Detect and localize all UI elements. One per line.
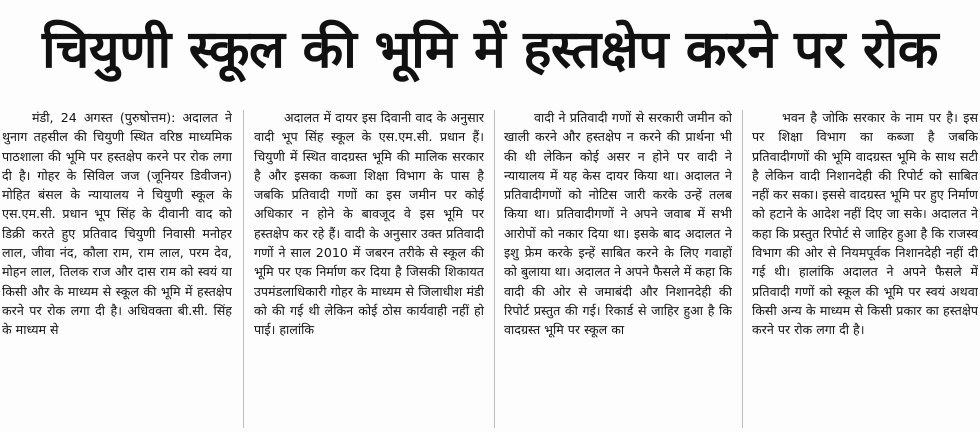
column-divider xyxy=(742,110,743,428)
column-text: मंडी, 24 अगस्त (पुरुषोत्तम): अदालत ने थुनाग तहसील की चियुणी स्थित वरिष्ठ माध्यमिक पाठशाला की भूमि पर हस्तक्षेप करने पर रोक लगा दी है। गोहर के सिविल जज (जूनियर डिवीजन) मोहित बंसल के न्यायालय ने चियुणी स्कूल के एस.एम.सी. प्रधान भूप सिंह के दीवानी वाद को डिक्री करते हुए प्रतिवाद चियुणी निवासी मनोहर लाल, जीवा नंद, कौला राम, राम लाल, परम देव, मोहन लाल, तिलक राज और दास राम को स्वयं या किसी और के माध्यम से स्कूल की भूमि में हस्तक्षेप करने पर रोक लगा दी है। अधिवक्ता बी.सी. सिंह के माध्यम से xyxy=(2,110,232,338)
article-column-4 xyxy=(752,108,978,432)
column-text: वादी ने प्रतिवादी गणों से सरकारी जमीन को खाली करने और हस्तक्षेप न करने की प्रार्थना भी की थी लेकिन कोई असर न होने पर वादी ने न्यायालय में यह केस दायर किया था। अदालत ने प्रतिवादीगणों को नोटिस जारी करके उन्हें तलब किया था। प्रतिवादीगणों ने अपने जवाब में सभी आरोपों को नकार दिया था। इसके बाद अदालत ने इशु फ्रेम करके इन्हें साबित करने के लिए गवाहों को बुलाया था। अदालत ने अपने फैसले में कहा कि वादी की ओर से जमाबंदी और निशानदेही की रिपोर्ट प्रस्तुत की गई। रिकार्ड से जाहिर हुआ है कि वादग्रस्त भूमि पर स्कूल का xyxy=(504,110,732,338)
column-text: अदालत में दायर इस दिवानी वाद के अनुसार वादी भूप सिंह स्कूल के एस.एम.सी. प्रधान हैं। चियुणी में स्थित वादग्रस्त भूमि की मालिक सरकार है और इसका कब्जा शिक्षा विभाग के पास है जबकि प्रतिवादी गणों का इस जमीन पर कोई अधिकार न होने के बावजूद वे इस भूमि पर हस्तक्षेप कर रहे हैं। वादी के अनुसार उक्त प्रतिवादी गणों ने साल 2010 में जबरन तरीके से स्कूल की भूमि पर एक निर्माण कर दिया है जिसकी शिकायत उपमंडलाधिकारी गोहर के माध्यम से जिलाधीश मंडी को की गई थी लेकिन कोई ठोस कार्यवाही नहीं हो पाई। हालांकि xyxy=(254,110,484,338)
column-divider xyxy=(243,110,244,428)
column-divider xyxy=(494,110,495,428)
column-text: भवन है जोकि सरकार के नाम पर है। इस पर शिक्षा विभाग का कब्जा है जबकि प्रतिवादीगणों की भूमि वादग्रस्त भूमि के साथ सटी है लेकिन वादी निशानदेही की रिपोर्ट को साबित नहीं कर सका। इससे वादग्रस्त भूमि पर हुए निर्माण को हटाने के आदेश नहीं दिए जा सके। अदालत ने कहा कि प्रस्तुत रिपोर्ट से जाहिर हुआ है कि राजस्व विभाग की ओर से नियमपूर्वक निशानदेही नहीं दी गई थी। हालांकि अदालत ने अपने फैसले में प्रतिवादी गणों को स्कूल की भूमि पर स्वयं अथवा किसी अन्य के माध्यम से किसी प्रकार का हस्तक्षेप करने पर रोक लगा दी है। xyxy=(752,110,978,338)
headline: चियुणी स्कूल की भूमि में हस्तक्षेप करने पर रोक xyxy=(41,20,938,80)
article-column-1 xyxy=(2,108,232,432)
article-column-2 xyxy=(254,108,484,432)
article-column-3 xyxy=(504,108,732,432)
